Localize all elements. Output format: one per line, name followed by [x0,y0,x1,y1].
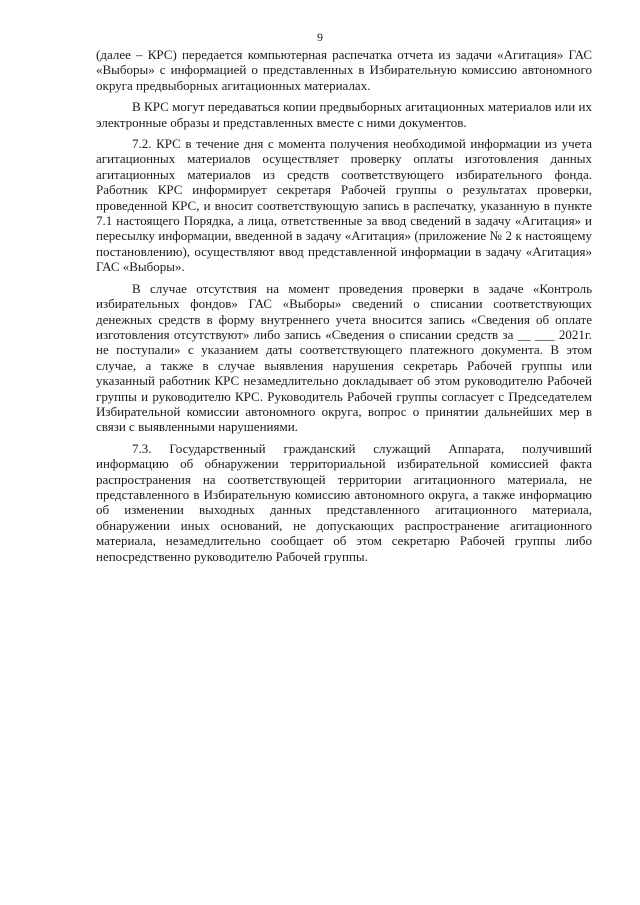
paragraph-7-2: 7.2. КРС в течение дня с момента получения необходимой информации из учета агитационных материалов осуществляет проверку оплаты изготовления данных агитационных материалов из средств соответствующего избирательного фонда. Работник КРС информирует секретаря Рабочей группы о результатах проверки, проведенной КРС, и вносит соответствующую запись в распечатку, указанную в пункте 7.1 настоящего Порядка, а лица, ответственные за ввод сведений в задачу «Агитация» и пересылку информации, введенной в задачу «Агитация» (приложение № 2 к настоящему постановлению), осуществляют ввод представленной информации в задачу «Агитация» ГАС «Выборы». [96,136,592,275]
page-number: 9 [317,30,323,44]
document-body [96,47,592,570]
paragraph-continuation: (далее – КРС) передается компьютерная распечатка отчета из задачи «Агитация» ГАС «Выборы» с информацией о представленных в Избирательную комиссию автономного округа предвыборных агитационных материалах. [96,47,592,93]
paragraph-7-3: 7.3. Государственный гражданский служащий Аппарата, получивший информацию об обнаружении территориальной избирательной комиссией факта распространения на соответствующей территории агитационного материала, не представленного в Избирательную комиссию автономного округа, а также информацию об изменении выходных данных представленного агитационного материала, обнаружении иных оснований, не допускающих распространение агитационного материала, незамедлительно сообщает об этом секретарю Рабочей группы либо непосредственно руководителю Рабочей группы. [96,440,592,564]
paragraph-absence-case: В случае отсутствия на момент проведения проверки в задаче «Контроль избирательных фондов» ГАС «Выборы» сведений о списании соответствующих денежных средств в форму внутреннего учета вносится запись «Сведения об оплате изготовления отсутствуют» либо запись «Сведения о списании средств за __ ___ 2021г. не поступали» с указанием даты соответствующего платежного документа. В этом случае, а также в случае выявления нарушения секретарь Рабочей группы или указанный работник КРС незамедлительно докладывает об этом руководителю Рабочей группы и руководителю КРС. Руководитель Рабочей группы согласует с Председателем Избирательной комиссии автономного округа, вопрос о принятии дальнейших мер в связи с выявленными нарушениями. [96,280,592,435]
paragraph-copies: В КРС могут передаваться копии предвыборных агитационных материалов или их электронные образы и представленных вместе с ними документов. [96,99,592,130]
